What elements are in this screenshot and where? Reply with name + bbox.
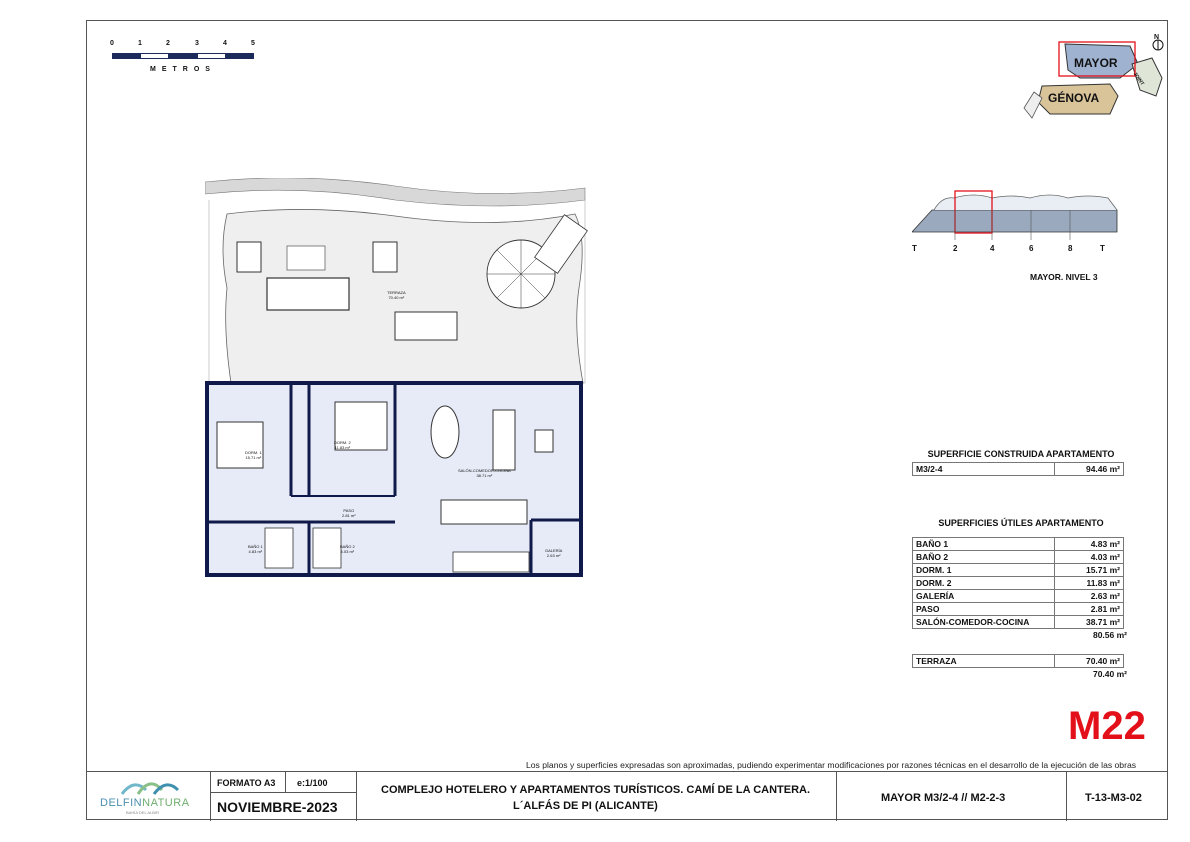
level-caption: MAYOR. NIVEL 3 xyxy=(1030,272,1098,282)
sheet-code: T-13-M3-02 xyxy=(1085,792,1142,804)
area-row-value: 4.03 m² xyxy=(1055,551,1124,564)
area-row-value: 94.46 m² xyxy=(1055,463,1124,476)
terrace-area-total: 70.40 m² xyxy=(1092,669,1127,679)
grid-axis-label: 2 xyxy=(953,244,958,253)
room-label-terraza: TERRAZA 70.40 m² xyxy=(387,290,406,300)
bed-icon xyxy=(217,422,263,468)
dining-table-icon xyxy=(431,406,459,458)
logo-cell xyxy=(86,772,210,821)
table-row xyxy=(913,616,1124,629)
format-label: FORMATO A3 xyxy=(217,778,276,788)
unit-reference: MAYOR M3/2-4 // M2-2-3 xyxy=(881,792,1006,804)
scale-unit-label: METROS xyxy=(150,66,216,73)
room-label-salon: SALÓN-COMEDOR-COCINA 38.71 m² xyxy=(458,468,511,478)
area-row-label: TERRAZA xyxy=(913,655,1055,668)
project-location: L´ALFÁS DE PI (ALICANTE) xyxy=(513,800,658,812)
kitchen-counter-icon xyxy=(453,552,529,572)
format-cell xyxy=(210,772,356,821)
table-row xyxy=(913,564,1124,577)
sofa-icon xyxy=(493,410,515,470)
building-mayor-label: MAYOR xyxy=(1074,56,1118,70)
table-row xyxy=(913,577,1124,590)
scale-tick-label: 4 xyxy=(223,40,227,47)
grid-axis-label: T xyxy=(1100,244,1105,253)
area-row-label: DORM. 2 xyxy=(913,577,1055,590)
grid-axis-label: 4 xyxy=(990,244,995,253)
pergola-roof xyxy=(205,178,585,206)
upper-level-outline xyxy=(934,195,1117,210)
room-label-paso: PASO 2.81 m² xyxy=(342,508,356,518)
table-row xyxy=(913,603,1124,616)
useful-area-title: SUPERFICIES ÚTILES APARTAMENTO xyxy=(938,518,1104,528)
title-block xyxy=(86,771,1168,821)
level-slab xyxy=(912,210,1117,232)
area-row-value: 11.83 m² xyxy=(1055,577,1124,590)
sheet-code-cell xyxy=(1066,772,1168,821)
terrace-area-table xyxy=(912,654,1124,668)
table-row xyxy=(913,551,1124,564)
floor-plan xyxy=(205,178,590,580)
building-genova-label: GÉNOVA xyxy=(1048,91,1100,105)
room-label-galeria: GALERÍA 2.63 m² xyxy=(545,548,563,558)
area-row-value: 2.81 m² xyxy=(1055,603,1124,616)
armchair-icon xyxy=(373,242,397,272)
section-key-diagram xyxy=(912,190,1122,250)
unit-code: M22 xyxy=(1068,704,1146,748)
grid-axis-label: 6 xyxy=(1029,244,1034,253)
north-label: N xyxy=(1154,34,1160,41)
small-building-label: JOINT xyxy=(1131,71,1146,87)
area-row-label: BAÑO 2 xyxy=(913,551,1055,564)
room-label-bano1: BAÑO 1 4.83 m² xyxy=(248,544,263,554)
dining-table-icon xyxy=(395,312,457,340)
built-area-table xyxy=(912,462,1124,476)
drawing-scale-label: e:1/100 xyxy=(297,778,328,788)
room-label-dorm1: DORM. 1 15.71 m² xyxy=(245,450,262,460)
coffee-table-icon xyxy=(287,246,325,270)
path-shape xyxy=(1024,92,1042,118)
table-row xyxy=(913,463,1124,476)
area-row-value: 70.40 m² xyxy=(1055,655,1124,668)
area-row-value: 15.71 m² xyxy=(1055,564,1124,577)
grid-axis-label: T xyxy=(912,244,917,253)
logo-tagline: BAHÍA DEL ALBIR xyxy=(126,810,159,815)
area-row-label: M3/2-4 xyxy=(913,463,1055,476)
useful-area-total: 80.56 m² xyxy=(1092,630,1127,640)
area-row-label: PASO xyxy=(913,603,1055,616)
project-cell xyxy=(356,772,836,821)
issue-date: NOVIEMBRE-2023 xyxy=(217,799,338,815)
scale-bar xyxy=(112,53,254,59)
room-label-dorm2: DORM. 2 11.83 m² xyxy=(334,440,351,450)
scale-tick-label: 5 xyxy=(251,40,255,47)
area-row-label: BAÑO 1 xyxy=(913,538,1055,551)
sofa-icon xyxy=(267,278,349,310)
shower-icon xyxy=(313,528,341,568)
room-label-bano2: BAÑO 2 4.03 m² xyxy=(340,544,355,554)
scale-tick-label: 1 xyxy=(138,40,142,47)
area-row-label: SALÓN-COMEDOR-COCINA xyxy=(913,616,1055,629)
scale-tick-label: 2 xyxy=(166,40,170,47)
area-row-label: DORM. 1 xyxy=(913,564,1055,577)
disclaimer-text: Los planos y superficies expresadas son aproximadas, pudiendo experimentar modificaciones por razones técnicas en el desarrollo de la ejecución de las obras xyxy=(526,760,1137,770)
area-row-value: 4.83 m² xyxy=(1055,538,1124,551)
area-row-value: 2.63 m² xyxy=(1055,590,1124,603)
scale-ticks xyxy=(110,40,260,50)
shower-icon xyxy=(265,528,293,568)
area-row-value: 38.71 m² xyxy=(1055,616,1124,629)
unit-ref-cell xyxy=(836,772,1066,821)
grid-axis-label: 8 xyxy=(1068,244,1073,253)
table-row xyxy=(913,655,1124,668)
built-area-title: SUPERFICIE CONSTRUIDA APARTAMENTO xyxy=(927,449,1115,459)
area-row-label: GALERÍA xyxy=(913,590,1055,603)
kitchen-island-icon xyxy=(441,500,527,524)
scale-tick-label: 0 xyxy=(110,40,114,47)
scale-tick-label: 3 xyxy=(195,40,199,47)
armchair-icon xyxy=(535,430,553,452)
project-title: COMPLEJO HOTELERO Y APARTAMENTOS TURÍSTICOS. CAMÍ DE LA CANTERA. xyxy=(381,784,811,796)
useful-area-table xyxy=(912,537,1124,629)
logo-mark-icon xyxy=(120,776,180,796)
table-row xyxy=(913,590,1124,603)
logo-wordmark: DELFINNATURA xyxy=(100,797,190,809)
armchair-icon xyxy=(237,242,261,272)
site-key-plan xyxy=(1020,34,1170,126)
table-row xyxy=(913,538,1124,551)
